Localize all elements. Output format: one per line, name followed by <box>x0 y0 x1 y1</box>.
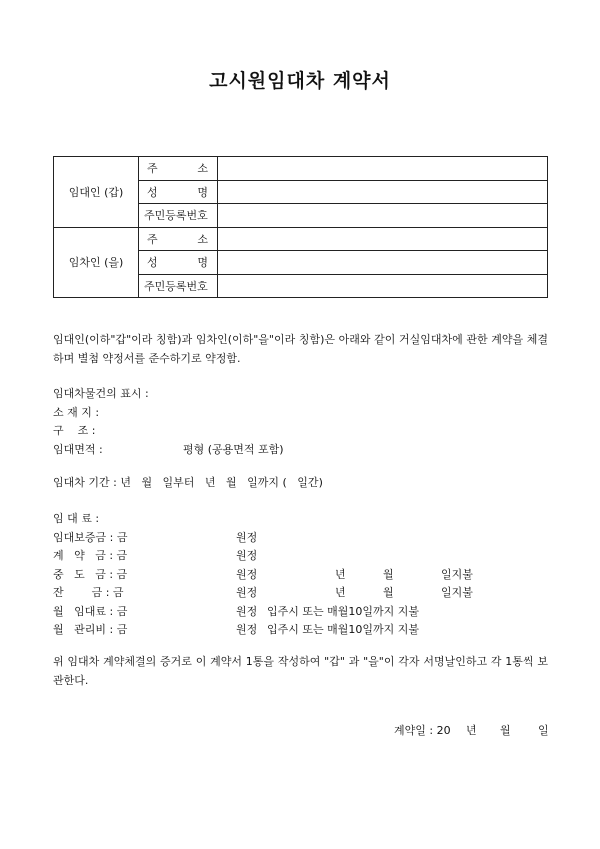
rent-row: 월 임대료 : 금 원정 입주시 또는 매월10일까지 지불 <box>53 604 419 618</box>
rent-row: 잔 금 : 금 원정 년 월 일지불 <box>53 586 473 599</box>
lease-period: 임대차 기간 : 년 월 일부터 년 월 일까지 ( 일간) <box>53 476 323 489</box>
rent-row: 계 약 금 : 금 원정 <box>53 549 258 562</box>
lessee-address-label: 주 소 <box>139 227 218 251</box>
lessee-name-label: 성 명 <box>139 251 218 275</box>
rent-row: 월 관리비 : 금 원정 입주시 또는 매월10일까지 지불 <box>53 623 419 636</box>
lessor-name-field[interactable] <box>218 180 548 204</box>
lessor-label: 임대인 (갑) <box>54 157 139 228</box>
lessor-name-label: 성 명 <box>139 180 218 204</box>
lessee-id-field[interactable] <box>218 274 548 298</box>
property-header: 임대차물건의 표시 : <box>53 387 149 400</box>
lessee-address-field[interactable] <box>218 227 548 251</box>
lessor-id-field[interactable] <box>218 204 548 228</box>
document-title: 고시원임대차 계약서 <box>209 70 391 92</box>
property-area: 임대면적 : 평형 (공용면적 포함) <box>53 442 284 456</box>
rent-header: 임 대 료 : <box>53 512 100 525</box>
lessee-label: 임차인 (을) <box>54 227 139 298</box>
lessee-id-label: 주민등록번호 <box>139 274 218 298</box>
lessor-address-field[interactable] <box>218 157 548 181</box>
lessor-address-label: 주 소 <box>139 157 218 181</box>
rent-row: 중 도 금 : 금 원정 년 월 일지불 <box>53 567 473 581</box>
intro-paragraph: 임대인(이하"갑"이라 칭함)과 임차인(이하"을"이라 칭함)은 아래와 같이 거실임대차에 관한 계약을 체결하며 별첨 약정서를 준수하기로 약정함. <box>53 333 548 365</box>
rent-row: 임대보증금 : 금 원정 <box>53 530 258 544</box>
rent-section <box>53 510 548 640</box>
parties-table <box>53 156 548 298</box>
property-structure: 구 조 : <box>53 424 96 437</box>
lessor-id-label: 주민등록번호 <box>139 204 218 228</box>
property-section <box>53 385 548 459</box>
lessee-name-field[interactable] <box>218 251 548 275</box>
property-location: 소 재 지 : <box>53 405 100 419</box>
closing-paragraph: 위 임대차 계약체결의 증거로 이 계약서 1통을 작성하여 "갑" 과 "을"이 각자 서명날인하고 각 1통씩 보관한다. <box>53 655 548 687</box>
